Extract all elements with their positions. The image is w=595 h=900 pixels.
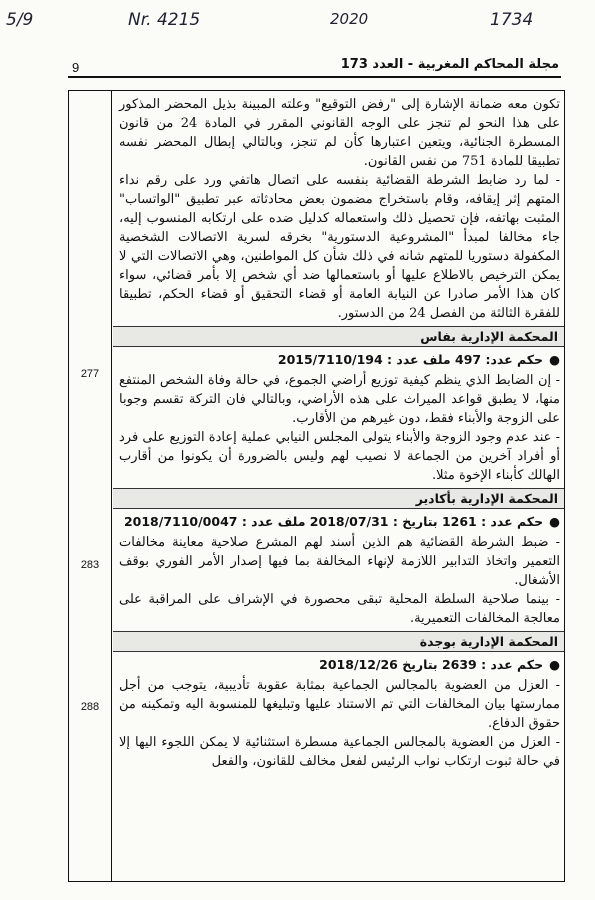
ref-number-oujda: 288 <box>80 701 100 713</box>
court-heading: المحكمة الإدارية بأكادير <box>113 488 564 509</box>
ruling-line <box>119 655 560 674</box>
header-rule <box>68 76 561 78</box>
court-heading: المحكمة الإدارية بوجدة <box>113 631 564 652</box>
ruling-text: حكم عدد : 1261 بتاريخ : 2018/07/31 ملف عدد : 2018/7110/0047 <box>123 514 544 529</box>
ruling-item: - عند عدم وجود الزوجة والأبناء يتولى المجلس النيابي عملية إعادة التوزيع على فرد أو أفراد آخرين من الجماعة لا نصيب لهم وليس بالضرورة أن يكونوا من أقارب الهالك كأبناء الإخوة مثلا. <box>119 430 560 483</box>
bullet-icon: ● <box>549 657 560 672</box>
ruling-line <box>119 512 560 531</box>
document-body <box>113 91 564 881</box>
intro-paragraph: تكون معه ضمانة الإشارة إلى "رفض التوقيع" وعلته المبينة بذيل المحضر المذكور على هذا النحو لم تنجز على الوجه القانوني المقرر في المادة 24 من قانون المسطرة الجنائية، ويتعين اعتبارها كأن لم تنجز، وبالتالي إبطال المحضر نفسه تطبيقا للمادة 751 من نفس القانون. <box>119 97 560 169</box>
bullet-icon: ● <box>549 352 560 367</box>
ruling-line <box>119 350 560 369</box>
ruling-item: - العزل من العضوية بالمجالس الجماعية مسطرة استثنائية لا يمكن اللجوء اليها إلا في حالة ثبوت ارتكاب نواب الرئيس لفعل مخالف للقانون، والفعل <box>119 735 560 769</box>
ref-number-fes: 277 <box>80 368 100 380</box>
handwritten-note-left: 5/9 <box>6 10 34 30</box>
journal-title: مجلة المحاكم المغربية - العدد 173 <box>340 57 559 72</box>
handwritten-reference-number: Nr. 4215 <box>128 10 201 30</box>
ruling-text: حكم عدد : 2639 بتاريخ 2018/12/26 <box>319 657 544 672</box>
reference-number-column <box>69 91 112 881</box>
handwritten-note-right: 1734 <box>490 10 534 30</box>
ruling-item: - العزل من العضوية بالمجالس الجماعية بمثابة عقوبة تأديبية، يتوجب من أجل ممارستها بيان المخالفات التي تم الاستناد عليها وتبليغها للمنسوبة اليه وتمكينه من حقوق الدفاع. <box>119 678 560 731</box>
ref-number-agadir: 283 <box>80 559 100 571</box>
bullet-icon: ● <box>549 514 560 529</box>
ruling-item: - ضبط الشرطة القضائية هم الذين أسند لهم المشرع صلاحية معاينة مخالفات التعمير واتخاذ التدابير اللازمة لإنهاء المخالفة بما فيها إصدار الأمر الفوري بوقف الأشغال. <box>119 535 560 588</box>
section-fes <box>119 326 560 485</box>
content-frame <box>68 90 565 882</box>
section-oujda <box>119 631 560 771</box>
section-agadir <box>119 488 560 628</box>
intro-item: - لما رد ضابط الشرطة القضائية بنفسه على اتصال هاتفي ورد على رقم نداء المتهم إثر إيقافه، وقام باستخراج مضمون بعض محادثاته عبر تطبيق "الواتساب" المثبت بهاتفه، فإن تحصيل ذلك واستعماله كدليل ضده على ارتكابه المنسوب إليه، جاء مخالفا لمبدأ "المشروعية الدستورية" بخرقه لسرية الاتصالات الشخصية المكفولة دستوريا للمتهم شانه في ذلك شأن كل المواطنين، وهي الاتصالات التي لا يمكن الترخيص بالاطلاع عليها أو باستعمالها ضد أي شخص إلا بأمر قضائي، سواء كان هذا الأمر صادرا عن النيابة العامة أو قضاء التحقيق أو قضاء الحكم، تطبيقا للفقرة الثالثة من الفصل 24 من الدستور. <box>119 173 560 321</box>
page-number: 9 <box>72 60 80 75</box>
ruling-item: - بينما صلاحية السلطة المحلية تبقى محصورة في الإشراف على المراقبة على معالجة المخالفات التعميرية. <box>119 592 560 626</box>
ruling-item: - إن الضابط الذي ينظم كيفية توزيع أراضي الجموع، في حالة وفاة الشخص المنتفع منها، لا يطبق قواعد الميراث على هذه الأراضي، وبالتالي فان التركة تقسم وجوبا على الزوجة والأبناء فقط، دون غيرهم من الأقارب. <box>119 373 560 426</box>
ruling-text: حكم عدد: 497 ملف عدد : 2015/7110/194 <box>277 352 544 367</box>
handwritten-year: 2020 <box>330 10 369 28</box>
court-heading: المحكمة الإدارية بفاس <box>113 326 564 347</box>
